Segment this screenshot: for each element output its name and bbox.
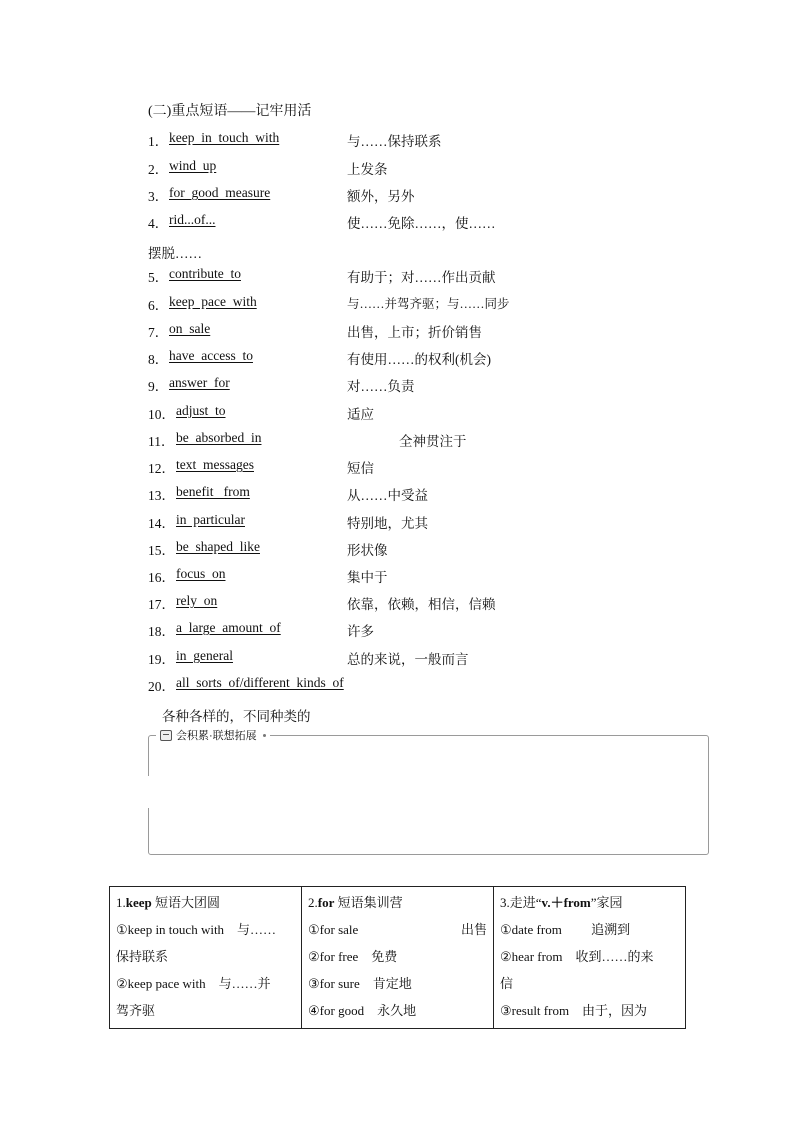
- phrase-english: adjust to: [176, 403, 226, 418]
- for-phrase-item: ②for free 免费: [308, 949, 398, 964]
- phrase-english: a large amount of: [176, 620, 281, 635]
- phrase-20-meaning: 各种各样的，不同种类的: [162, 709, 311, 724]
- phrase-meaning: 形状像: [347, 543, 388, 558]
- phrase-english: have access to: [169, 348, 253, 363]
- from-phrase-line: ①date from 追溯到: [500, 922, 631, 937]
- phrase-meaning: 有助于；对……作出贡献: [347, 270, 496, 285]
- from-phrase-line: ②hear from 收到……的来: [500, 949, 654, 964]
- phrase-meaning: 适应: [347, 407, 374, 422]
- keep-phrase-line: 驾齐驱: [116, 1003, 156, 1018]
- phrase-number: 5．: [148, 270, 169, 285]
- phrase-meaning: 对……负责: [347, 379, 415, 394]
- phrase-number: 17．: [148, 597, 175, 612]
- from-phrases-title: 3.走进“v.＋from”家园: [500, 895, 623, 910]
- phrase-english: in particular: [176, 512, 245, 527]
- phrase-number: 9．: [148, 379, 169, 394]
- phrase-english: on sale: [169, 321, 211, 336]
- phrase-number: 13．: [148, 488, 175, 503]
- from-phrases-cell: [494, 887, 686, 1029]
- phrase-number: 15．: [148, 543, 175, 558]
- phrase-meaning: 总的来说，一般而言: [347, 652, 469, 667]
- note-icon: [160, 730, 172, 741]
- phrase-number: 2．: [148, 162, 169, 177]
- phrase-english: contribute to: [169, 266, 241, 281]
- phrase-number: 1．: [148, 134, 169, 149]
- for-phrases-cell: [302, 887, 494, 1029]
- phrase-meaning: 全神贯注于: [399, 434, 467, 449]
- phrase-english: be absorbed in: [176, 430, 262, 445]
- phrase-meaning: 短信: [347, 461, 374, 476]
- phrase-english: text messages: [176, 457, 254, 472]
- phrase-english: focus on: [176, 566, 226, 581]
- notes-box: [148, 735, 709, 855]
- phrase-meaning: 额外，另外: [347, 189, 415, 204]
- phrase-english: rid...of...: [169, 212, 216, 227]
- phrase-number: 14．: [148, 516, 175, 531]
- phrase-expansion-table: [109, 886, 686, 1029]
- phrase-number: 11．: [148, 434, 175, 449]
- phrase-meaning: 依靠，依赖，相信，信赖: [347, 597, 496, 612]
- phrase-meaning: 与……并驾齐驱；与……同步: [347, 297, 510, 311]
- phrase-english: all sorts of/different kinds of: [176, 675, 344, 690]
- notes-box-label: 会积累·联想拓展: [156, 727, 270, 743]
- phrase-meaning: 特别地，尤其: [347, 516, 428, 531]
- phrase-number: 4．: [148, 216, 169, 231]
- phrase-english: keep pace with: [169, 294, 257, 309]
- for-phrase-item: ①for sale 出售: [308, 922, 487, 937]
- keep-phrase-line: ①keep in touch with 与……: [116, 922, 277, 937]
- from-phrase-line: ③result from 由于，因为: [500, 1003, 648, 1018]
- keep-phrase-line: 保持联系: [116, 949, 169, 964]
- phrase-number: 7．: [148, 325, 169, 340]
- keep-phrases-title: 1.keep 短语大团圆: [116, 895, 221, 910]
- phrase-meaning: 与……保持联系: [347, 134, 442, 149]
- phrase-english: for good measure: [169, 185, 271, 200]
- phrase-english: wind up: [169, 158, 217, 173]
- phrase-number: 8．: [148, 352, 169, 367]
- phrase-english: rely on: [176, 593, 218, 608]
- phrase-number: 12．: [148, 461, 175, 476]
- keep-phrase-line: ②keep pace with 与……并: [116, 976, 271, 991]
- phrase-english: in general: [176, 648, 233, 663]
- phrase-number: 16．: [148, 570, 175, 585]
- phrase-4-continuation: 摆脱……: [148, 246, 202, 261]
- phrase-number: 18．: [148, 624, 175, 639]
- for-phrase-item: ③for sure 肯定地: [308, 976, 412, 991]
- phrase-number: 19．: [148, 652, 175, 667]
- phrase-english: answer for: [169, 375, 230, 390]
- for-phrase-item: ④for good 永久地: [308, 1003, 417, 1018]
- phrase-meaning: 许多: [347, 624, 374, 639]
- keep-phrases-cell: [110, 887, 302, 1029]
- phrase-meaning: 从……中受益: [347, 488, 428, 503]
- for-phrases-title: 2.for 短语集训营: [308, 895, 403, 910]
- phrase-number: 6．: [148, 298, 169, 313]
- phrase-english: benefit from: [176, 484, 250, 499]
- phrase-number: 3．: [148, 189, 169, 204]
- phrase-english: keep in touch with: [169, 130, 280, 145]
- section-heading: (二)重点短语——记牢用活: [148, 104, 312, 119]
- phrase-meaning: 有使用……的权利(机会): [347, 352, 491, 367]
- phrase-meaning: 出售，上市；折价销售: [347, 325, 482, 340]
- phrase-meaning: 上发条: [347, 162, 388, 177]
- phrase-number: 10．: [148, 407, 175, 422]
- phrase-number: 20．: [148, 679, 175, 694]
- bullet-dot-icon: [263, 734, 266, 737]
- from-phrase-line: 信: [500, 976, 514, 991]
- phrase-meaning: 集中于: [347, 570, 388, 585]
- phrase-english: be shaped like: [176, 539, 260, 554]
- phrase-meaning: 使……免除……，使……: [347, 216, 496, 231]
